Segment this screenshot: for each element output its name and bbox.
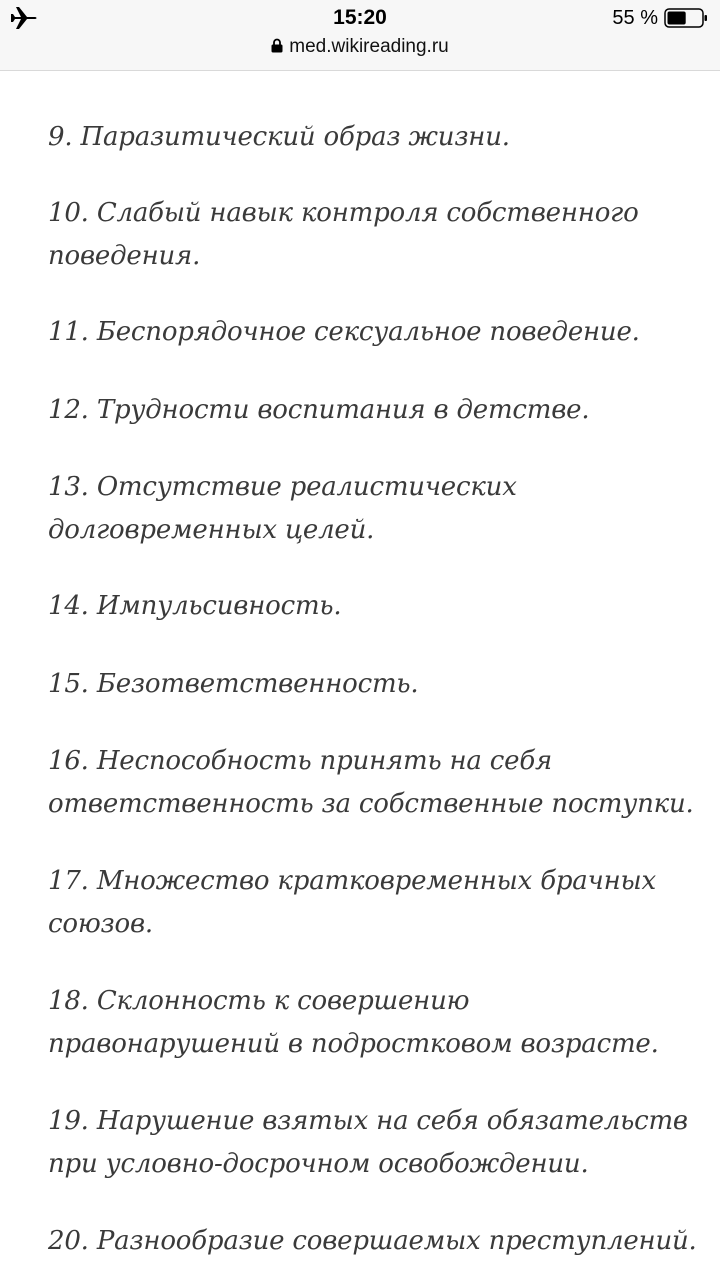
status-bar [0,0,720,71]
battery-percent: 55 % [612,7,658,29]
list-item: 9. Паразитический образ жизни. [48,122,510,152]
list-item: 18. Склонность к совершению правонарушений в подростковом возрасте. [48,986,659,1059]
list-item: 19. Нарушение взятых на себя обязательств при условно-досрочном освобождении. [48,1106,688,1179]
list-item: 13. Отсутствие реалистических долговременных целей. [48,472,517,545]
list-item: 16. Неспособность принять на себя ответственность за собственные поступки. [48,746,694,819]
clock: 15:20 [333,6,387,29]
list-item: 11. Беспорядочное сексуальное поведение. [48,317,640,347]
battery-icon [664,8,708,28]
list-item: 14. Импульсивность. [48,591,342,621]
list-item: 15. Безответственность. [48,669,419,699]
list-item: 20. Разнообразие совершаемых преступлений. [48,1226,697,1256]
list-item: 17. Множество кратковременных брачных союзов. [48,866,656,939]
url-text: med.wikireading.ru [289,36,449,57]
address-bar[interactable] [0,36,720,58]
list-item: 12. Трудности воспитания в детстве. [48,395,590,425]
lock-icon [271,38,283,53]
list-item: 10. Слабый навык контроля собственного поведения. [48,198,639,271]
